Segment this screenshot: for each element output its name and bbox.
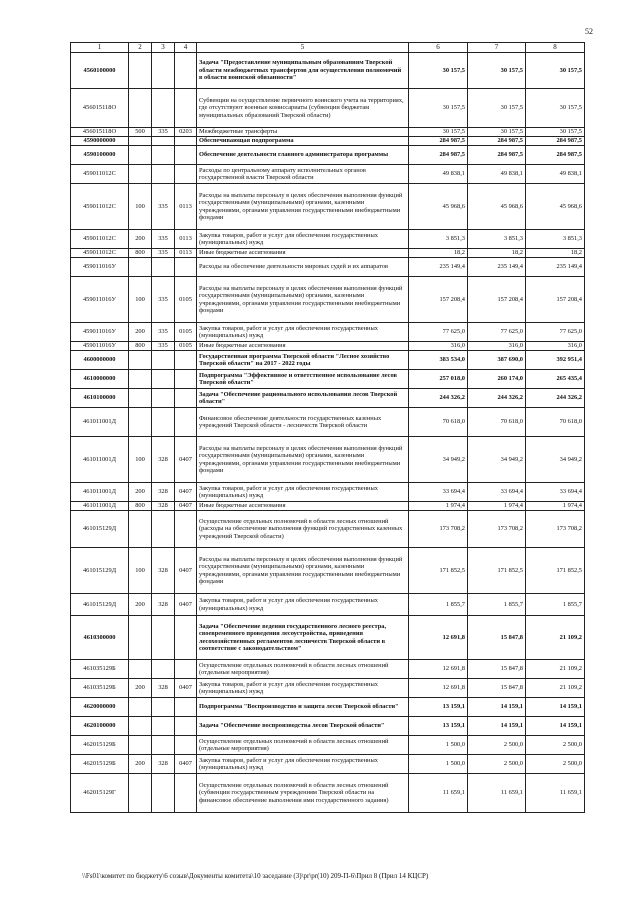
amount-2022-cell: 70 618,0: [526, 408, 585, 437]
amount-2021-cell: 2 500,0: [468, 736, 526, 755]
ministry-code-cell: [152, 408, 175, 437]
description-cell: Закупка товаров, работ и услуг для обеспечения государственных (муниципальных) нужд: [197, 230, 409, 249]
section-code-cell: [175, 370, 197, 389]
budget-code-cell: 4610300000: [71, 616, 129, 660]
amount-2020-cell: 235 149,4: [409, 258, 468, 277]
amount-2021-cell: 284 987,5: [468, 146, 526, 165]
section-code-cell: 0407: [175, 502, 197, 511]
ministry-code-cell: 328: [152, 755, 175, 774]
amount-2021-cell: 30 157,5: [468, 89, 526, 128]
budget-code-cell: 459011012С: [71, 184, 129, 230]
amount-2021-cell: 45 968,6: [468, 184, 526, 230]
budget-code-cell: 4600000000: [71, 351, 129, 370]
amount-2020-cell: 12 691,8: [409, 616, 468, 660]
amount-2022-cell: 157 208,4: [526, 277, 585, 323]
amount-2022-cell: 33 694,4: [526, 483, 585, 502]
amount-2020-cell: 3 851,3: [409, 230, 468, 249]
table-row: [71, 774, 585, 813]
amount-2022-cell: 2 500,0: [526, 736, 585, 755]
table-row: [71, 258, 585, 277]
budget-code-cell: 4560100000: [71, 53, 129, 89]
amount-2020-cell: 383 534,0: [409, 351, 468, 370]
table-row: [71, 342, 585, 351]
amount-2020-cell: 30 157,5: [409, 89, 468, 128]
ministry-code-cell: [152, 258, 175, 277]
section-code-cell: [175, 351, 197, 370]
expense-type-cell: 100: [129, 277, 152, 323]
budget-code-cell: 462015129Г: [71, 774, 129, 813]
description-cell: Расходы на обеспечение деятельности мировых судей и их аппаратов: [197, 258, 409, 277]
amount-2022-cell: 30 157,5: [526, 128, 585, 137]
section-code-cell: [175, 511, 197, 548]
table-row: [71, 53, 585, 89]
amount-2021-cell: 284 987,5: [468, 137, 526, 146]
table-row: [71, 594, 585, 616]
budget-code-cell: 4620100000: [71, 717, 129, 736]
ministry-code-cell: [152, 89, 175, 128]
expense-type-cell: [129, 616, 152, 660]
budget-code-cell: 4590100000: [71, 146, 129, 165]
amount-2020-cell: 1 855,7: [409, 594, 468, 616]
budget-code-cell: 461035129Б: [71, 679, 129, 698]
budget-code-cell: 461011001Д: [71, 408, 129, 437]
amount-2022-cell: 11 659,1: [526, 774, 585, 813]
page-number: 52: [585, 27, 593, 36]
amount-2022-cell: 21 109,2: [526, 616, 585, 660]
amount-2020-cell: 173 708,2: [409, 511, 468, 548]
description-cell: Государственная программа Тверской области "Лесное хозяйство Тверской области" на 2017 - 2022 годы: [197, 351, 409, 370]
budget-code-cell: 462015129Б: [71, 755, 129, 774]
section-code-cell: [175, 146, 197, 165]
amount-2022-cell: 171 852,5: [526, 548, 585, 594]
section-code-cell: [175, 258, 197, 277]
budget-code-cell: 461015129Д: [71, 594, 129, 616]
budget-code-cell: 459011016У: [71, 258, 129, 277]
table-row: [71, 146, 585, 165]
expense-type-cell: [129, 351, 152, 370]
ministry-code-cell: [152, 370, 175, 389]
budget-code-cell: 461015129Д: [71, 548, 129, 594]
amount-2021-cell: 2 500,0: [468, 755, 526, 774]
section-code-cell: [175, 89, 197, 128]
ministry-code-cell: [152, 53, 175, 89]
section-code-cell: [175, 717, 197, 736]
expense-type-cell: [129, 165, 152, 184]
table-row: [71, 230, 585, 249]
amount-2022-cell: 284 987,5: [526, 137, 585, 146]
column-header: 3: [152, 43, 175, 53]
expense-type-cell: [129, 53, 152, 89]
amount-2021-cell: 171 852,5: [468, 548, 526, 594]
expense-type-cell: 800: [129, 342, 152, 351]
amount-2021-cell: 1 974,4: [468, 502, 526, 511]
expense-type-cell: 100: [129, 184, 152, 230]
description-cell: Закупка товаров, работ и услуг для обеспечения государственных (муниципальных) нужд: [197, 483, 409, 502]
description-cell: Задача "Обеспечение воспроизводства лесов Тверской области": [197, 717, 409, 736]
section-code-cell: 0407: [175, 594, 197, 616]
amount-2022-cell: 235 149,4: [526, 258, 585, 277]
amount-2022-cell: 14 159,1: [526, 717, 585, 736]
table-row: [71, 165, 585, 184]
table-row: [71, 548, 585, 594]
amount-2020-cell: 33 694,4: [409, 483, 468, 502]
amount-2020-cell: 34 949,2: [409, 437, 468, 483]
amount-2020-cell: 12 691,8: [409, 660, 468, 679]
amount-2021-cell: 157 208,4: [468, 277, 526, 323]
amount-2021-cell: 34 949,2: [468, 437, 526, 483]
ministry-code-cell: 335: [152, 342, 175, 351]
description-cell: Задача "Предоставление муниципальным образованиям Тверской области межбюджетных трансфертов для осуществления полномочий в области воинской обязанности": [197, 53, 409, 89]
table-row: [71, 660, 585, 679]
table-row: [71, 89, 585, 128]
description-cell: Задача "Обеспечение рационального использования лесов Тверской области": [197, 389, 409, 408]
table-row: [71, 389, 585, 408]
ministry-code-cell: 328: [152, 437, 175, 483]
ministry-code-cell: [152, 165, 175, 184]
amount-2021-cell: 14 159,1: [468, 717, 526, 736]
amount-2020-cell: 45 968,6: [409, 184, 468, 230]
amount-2020-cell: 30 157,5: [409, 53, 468, 89]
section-code-cell: 0105: [175, 323, 197, 342]
expense-type-cell: 200: [129, 323, 152, 342]
amount-2022-cell: 1 974,4: [526, 502, 585, 511]
amount-2020-cell: 1 974,4: [409, 502, 468, 511]
expense-type-cell: [129, 774, 152, 813]
ministry-code-cell: [152, 511, 175, 548]
ministry-code-cell: [152, 736, 175, 755]
ministry-code-cell: [152, 137, 175, 146]
amount-2021-cell: 70 618,0: [468, 408, 526, 437]
section-code-cell: [175, 698, 197, 717]
ministry-code-cell: [152, 698, 175, 717]
expense-type-cell: 500: [129, 128, 152, 137]
amount-2022-cell: 18,2: [526, 249, 585, 258]
ministry-code-cell: [152, 660, 175, 679]
description-cell: Финансовое обеспечение деятельности государственных казенных учреждений Тверской области - лесничеств Тверской области: [197, 408, 409, 437]
budget-code-cell: 461015129Д: [71, 511, 129, 548]
description-cell: Задача "Обеспечение ведения государственного лесного реестра, своевременного проведения лесоустройства, приведения лесохозяйственных регламентов лесничеств Тверской области в соответствие с законодательством": [197, 616, 409, 660]
amount-2021-cell: 30 157,5: [468, 53, 526, 89]
budget-code-cell: 461035129Б: [71, 660, 129, 679]
amount-2021-cell: 30 157,5: [468, 128, 526, 137]
amount-2021-cell: 1 855,7: [468, 594, 526, 616]
description-cell: Закупка товаров, работ и услуг для обеспечения государственных (муниципальных) нужд: [197, 323, 409, 342]
section-code-cell: 0407: [175, 548, 197, 594]
section-code-cell: 0113: [175, 184, 197, 230]
description-cell: Расходы на выплаты персоналу в целях обеспечения выполнения функций государственными (муниципальными) органами, казенными учреждениями, органами управления государственными внебюджетными фондами: [197, 548, 409, 594]
amount-2022-cell: 1 855,7: [526, 594, 585, 616]
table-row: [71, 616, 585, 660]
table-row: [71, 351, 585, 370]
budget-code-cell: 4620000000: [71, 698, 129, 717]
budget-code-cell: 459011012С: [71, 249, 129, 258]
section-code-cell: 0113: [175, 230, 197, 249]
ministry-code-cell: [152, 351, 175, 370]
section-code-cell: 0105: [175, 342, 197, 351]
file-path-footer: \\Fs01\комитет по бюджету\6 созыв\Документы комитета\10 заседание (3)\pr\pr(10) 209-П-6\Прил 8 (Прил 14 КЦСР): [82, 872, 429, 880]
ministry-code-cell: 328: [152, 679, 175, 698]
amount-2020-cell: 284 987,5: [409, 146, 468, 165]
description-cell: Закупка товаров, работ и услуг для обеспечения государственных (муниципальных) нужд: [197, 594, 409, 616]
expense-type-cell: 200: [129, 230, 152, 249]
amount-2022-cell: 30 157,5: [526, 53, 585, 89]
amount-2021-cell: 173 708,2: [468, 511, 526, 548]
expense-type-cell: [129, 717, 152, 736]
amount-2020-cell: 13 159,1: [409, 698, 468, 717]
expense-type-cell: [129, 408, 152, 437]
expense-type-cell: 100: [129, 437, 152, 483]
amount-2021-cell: 3 851,3: [468, 230, 526, 249]
expense-type-cell: [129, 698, 152, 717]
amount-2020-cell: 284 987,5: [409, 137, 468, 146]
ministry-code-cell: 328: [152, 502, 175, 511]
budget-code-cell: 4610100000: [71, 389, 129, 408]
description-cell: Осуществление отдельных полномочий в области лесных отношений (субвенции государственным учреждениям Тверской области на финансовое обеспечение выполнения ими государственного задания): [197, 774, 409, 813]
amount-2022-cell: 2 500,0: [526, 755, 585, 774]
expense-type-cell: [129, 137, 152, 146]
expense-type-cell: 100: [129, 548, 152, 594]
budget-code-cell: 459011016У: [71, 342, 129, 351]
budget-code-cell: 462015129Б: [71, 736, 129, 755]
section-code-cell: [175, 408, 197, 437]
amount-2020-cell: 18,2: [409, 249, 468, 258]
amount-2022-cell: 49 838,1: [526, 165, 585, 184]
ministry-code-cell: 335: [152, 230, 175, 249]
column-header: 5: [197, 43, 409, 53]
budget-code-cell: 4610000000: [71, 370, 129, 389]
description-cell: Осуществление отдельных полномочий в области лесных отношений (расходы на обеспечение выполнения функций государственных казенных учреждений Тверской области): [197, 511, 409, 548]
amount-2022-cell: 21 109,2: [526, 660, 585, 679]
section-code-cell: 0203: [175, 128, 197, 137]
section-code-cell: [175, 165, 197, 184]
description-cell: Межбюджетные трансферты: [197, 128, 409, 137]
expense-type-cell: 200: [129, 755, 152, 774]
description-cell: Закупка товаров, работ и услуг для обеспечения государственных (муниципальных) нужд: [197, 755, 409, 774]
section-code-cell: 0407: [175, 755, 197, 774]
amount-2022-cell: 316,0: [526, 342, 585, 351]
table-row: [71, 698, 585, 717]
table-row: [71, 370, 585, 389]
section-code-cell: [175, 660, 197, 679]
amount-2021-cell: 15 847,8: [468, 616, 526, 660]
amount-2022-cell: 34 949,2: [526, 437, 585, 483]
amount-2021-cell: 77 625,0: [468, 323, 526, 342]
amount-2021-cell: 316,0: [468, 342, 526, 351]
budget-code-cell: 461011001Д: [71, 483, 129, 502]
amount-2021-cell: 14 159,1: [468, 698, 526, 717]
amount-2020-cell: 70 618,0: [409, 408, 468, 437]
section-code-cell: 0113: [175, 249, 197, 258]
table-row: [71, 277, 585, 323]
amount-2022-cell: 30 157,5: [526, 89, 585, 128]
ministry-code-cell: 335: [152, 184, 175, 230]
table-row: [71, 483, 585, 502]
budget-code-cell: 459011016У: [71, 277, 129, 323]
expense-type-cell: 200: [129, 594, 152, 616]
column-header: 8: [526, 43, 585, 53]
ministry-code-cell: [152, 774, 175, 813]
amount-2021-cell: 18,2: [468, 249, 526, 258]
amount-2021-cell: 244 326,2: [468, 389, 526, 408]
amount-2020-cell: 1 500,0: [409, 755, 468, 774]
budget-code-cell: 459011012С: [71, 230, 129, 249]
column-header: 4: [175, 43, 197, 53]
budget-code-cell: 456015118О: [71, 128, 129, 137]
table-row: [71, 137, 585, 146]
amount-2020-cell: 316,0: [409, 342, 468, 351]
ministry-code-cell: [152, 146, 175, 165]
amount-2021-cell: 387 690,0: [468, 351, 526, 370]
amount-2020-cell: 11 659,1: [409, 774, 468, 813]
expense-type-cell: 200: [129, 679, 152, 698]
table-row: [71, 679, 585, 698]
expense-type-cell: [129, 258, 152, 277]
amount-2020-cell: 244 326,2: [409, 389, 468, 408]
description-cell: Расходы на выплаты персоналу в целях обеспечения выполнения функций государственными (муниципальными) органами, казенными учреждениями, органами управления государственными внебюджетными фондами: [197, 437, 409, 483]
ministry-code-cell: [152, 717, 175, 736]
amount-2022-cell: 3 851,3: [526, 230, 585, 249]
section-code-cell: [175, 53, 197, 89]
amount-2021-cell: 260 174,0: [468, 370, 526, 389]
amount-2022-cell: 21 109,2: [526, 679, 585, 698]
ministry-code-cell: [152, 616, 175, 660]
amount-2020-cell: 30 157,5: [409, 128, 468, 137]
expense-type-cell: [129, 389, 152, 408]
budget-code-cell: 456015118О: [71, 89, 129, 128]
expense-type-cell: [129, 660, 152, 679]
amount-2022-cell: 45 968,6: [526, 184, 585, 230]
description-cell: Иные бюджетные ассигнования: [197, 502, 409, 511]
column-header: 2: [129, 43, 152, 53]
amount-2021-cell: 11 659,1: [468, 774, 526, 813]
description-cell: Субвенции на осуществление первичного воинского учета на территориях, где отсутствуют военные комиссариаты (субвенции бюджетам муниципальных образований Тверской области): [197, 89, 409, 128]
amount-2022-cell: 244 326,2: [526, 389, 585, 408]
table-row: [71, 502, 585, 511]
table-row: [71, 128, 585, 137]
expense-type-cell: [129, 511, 152, 548]
expense-type-cell: [129, 370, 152, 389]
table-row: [71, 437, 585, 483]
section-code-cell: [175, 389, 197, 408]
section-code-cell: 0407: [175, 679, 197, 698]
amount-2020-cell: 157 208,4: [409, 277, 468, 323]
amount-2022-cell: 284 987,5: [526, 146, 585, 165]
expense-type-cell: 800: [129, 249, 152, 258]
section-code-cell: [175, 774, 197, 813]
table-row: [71, 184, 585, 230]
expense-type-cell: [129, 89, 152, 128]
amount-2021-cell: 49 838,1: [468, 165, 526, 184]
description-cell: Подпрограмма "Эффективное и ответственное использование лесов Тверской области": [197, 370, 409, 389]
description-cell: Иные бюджетные ассигнования: [197, 249, 409, 258]
description-cell: Закупка товаров, работ и услуг для обеспечения государственных (муниципальных) нужд: [197, 679, 409, 698]
budget-code-cell: 461011001Д: [71, 437, 129, 483]
budget-code-cell: 4590000000: [71, 137, 129, 146]
description-cell: Иные бюджетные ассигнования: [197, 342, 409, 351]
amount-2021-cell: 33 694,4: [468, 483, 526, 502]
description-cell: Осуществление отдельных полномочий в области лесных отношений (отдельные мероприятия): [197, 660, 409, 679]
table-row: [71, 323, 585, 342]
amount-2022-cell: 77 625,0: [526, 323, 585, 342]
amount-2020-cell: 49 838,1: [409, 165, 468, 184]
description-cell: Осуществление отдельных полномочий в области лесных отношений (отдельные мероприятия): [197, 736, 409, 755]
section-code-cell: 0105: [175, 277, 197, 323]
amount-2022-cell: 265 435,4: [526, 370, 585, 389]
expense-type-cell: [129, 736, 152, 755]
ministry-code-cell: [152, 389, 175, 408]
expense-type-cell: [129, 146, 152, 165]
ministry-code-cell: 335: [152, 249, 175, 258]
description-cell: Расходы на выплаты персоналу в целях обеспечения выполнения функций государственными (муниципальными) органами, казенными учреждениями, органами управления государственными внебюджетными фондами: [197, 277, 409, 323]
section-code-cell: [175, 736, 197, 755]
budget-code-cell: 459011016У: [71, 323, 129, 342]
amount-2021-cell: 15 847,8: [468, 660, 526, 679]
table-row: [71, 408, 585, 437]
description-cell: Обеспечение деятельности главного администратора программы: [197, 146, 409, 165]
column-header: 6: [409, 43, 468, 53]
amount-2020-cell: 257 018,0: [409, 370, 468, 389]
section-code-cell: [175, 137, 197, 146]
section-code-cell: 0407: [175, 437, 197, 483]
amount-2021-cell: 15 847,8: [468, 679, 526, 698]
table-row: [71, 717, 585, 736]
amount-2022-cell: 173 708,2: [526, 511, 585, 548]
expense-type-cell: 200: [129, 483, 152, 502]
table-row: [71, 511, 585, 548]
ministry-code-cell: 328: [152, 548, 175, 594]
amount-2022-cell: 392 951,4: [526, 351, 585, 370]
ministry-code-cell: 328: [152, 594, 175, 616]
budget-code-cell: 461011001Д: [71, 502, 129, 511]
amount-2020-cell: 13 159,1: [409, 717, 468, 736]
ministry-code-cell: 335: [152, 277, 175, 323]
section-code-cell: 0407: [175, 483, 197, 502]
amount-2020-cell: 77 625,0: [409, 323, 468, 342]
section-code-cell: [175, 616, 197, 660]
description-cell: Расходы на выплаты персоналу в целях обеспечения выполнения функций государственными (муниципальными) органами, казенными учреждениями, органами управления государственными внебюджетными фондами: [197, 184, 409, 230]
ministry-code-cell: 335: [152, 323, 175, 342]
ministry-code-cell: 335: [152, 128, 175, 137]
column-header: 1: [71, 43, 129, 53]
table-header-row: [71, 43, 585, 53]
budget-table: [70, 42, 585, 813]
description-cell: Обеспечивающая подпрограмма: [197, 137, 409, 146]
ministry-code-cell: 328: [152, 483, 175, 502]
expense-type-cell: 800: [129, 502, 152, 511]
table-row: [71, 755, 585, 774]
description-cell: Подпрограмма "Воспроизводство и защита лесов Тверской области": [197, 698, 409, 717]
amount-2020-cell: 12 691,8: [409, 679, 468, 698]
amount-2021-cell: 235 149,4: [468, 258, 526, 277]
table-row: [71, 736, 585, 755]
budget-code-cell: 459011012С: [71, 165, 129, 184]
amount-2022-cell: 14 159,1: [526, 698, 585, 717]
description-cell: Расходы по центральному аппарату исполнительных органов государственной власти Тверской области: [197, 165, 409, 184]
column-header: 7: [468, 43, 526, 53]
amount-2020-cell: 1 500,0: [409, 736, 468, 755]
table-row: [71, 249, 585, 258]
amount-2020-cell: 171 852,5: [409, 548, 468, 594]
